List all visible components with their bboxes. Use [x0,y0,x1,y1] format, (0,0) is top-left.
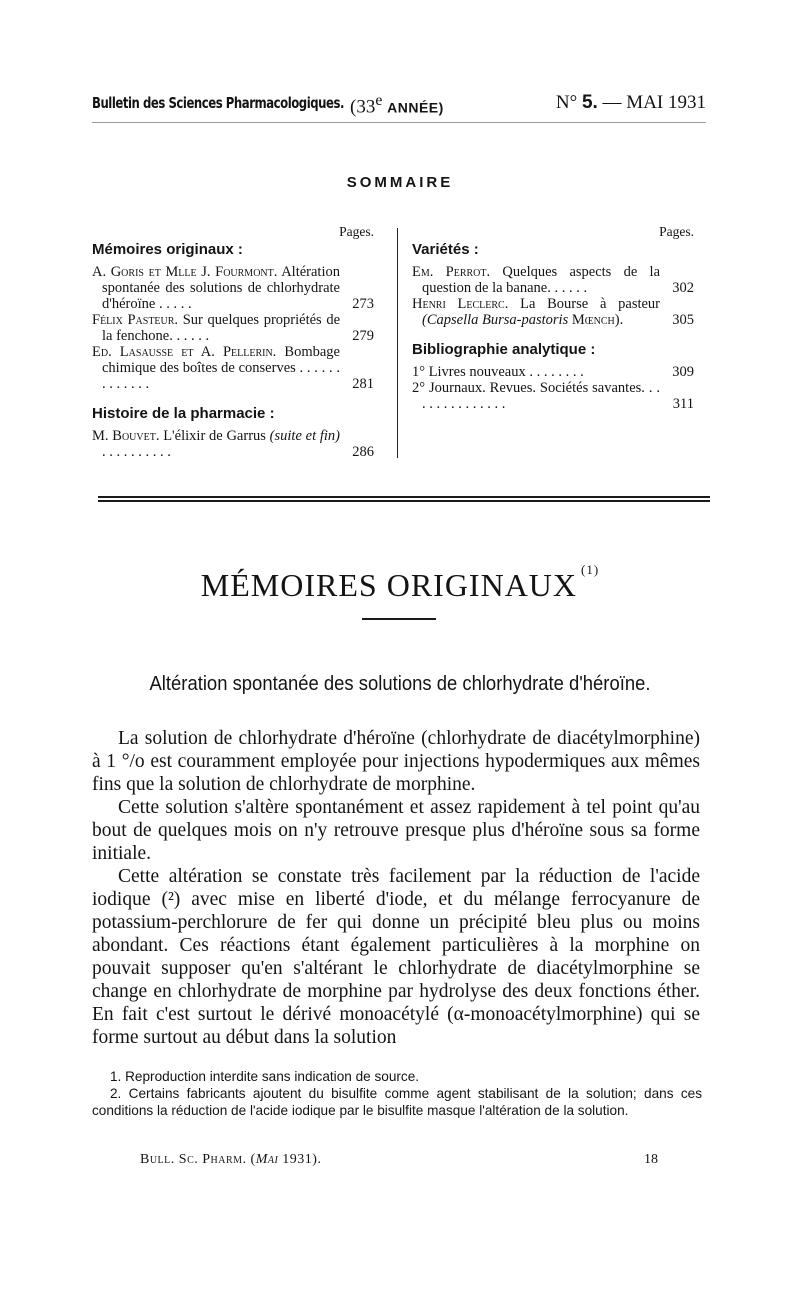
toc-page-number: 281 [352,376,374,392]
toc-right-column [412,224,694,412]
sommaire-title: SOMMAIRE [346,174,454,191]
toc-entry: A. Goris et Mlle J. Fourmont. Altération spontanée des solutions de chlorhydrate d'héroïne . . . . . 273 [92,264,374,312]
toc-section-varietes: Variétés : [412,241,479,258]
toc-page-number: 279 [352,328,374,344]
sheet-number: 18 [644,1152,658,1167]
table-of-contents [92,224,712,460]
footnote: 2. Certains fabricants ajoutent du bisulfite comme agent stabilisant de la solution; dans ces conditions la réduction de l'acide iodique par le bisulfite masque l'altération de la solution. [92,1086,702,1118]
toc-section-histoire: Histoire de la pharmacie : [92,405,275,422]
toc-page-number: 286 [352,444,374,460]
article-title: Altération spontanée des solutions de chlorhydrate d'héroïne. [149,672,651,695]
double-rule-divider [98,496,710,502]
section-title: MÉMOIRES ORIGINAUX $^{(1)}$ [200,562,600,603]
header-rule [92,122,706,123]
article-body [92,727,700,1049]
footnote-marker: (1) [581,562,600,577]
toc-left-column [92,224,374,460]
toc-page-number: 305 [672,312,694,328]
footnotes [92,1068,702,1119]
toc-entry: Ed. Lasausse et A. Pellerin. Bombage chimique des boîtes de conserves . . . . . . . . . . . . . 281 [92,344,374,392]
toc-column-divider [397,228,398,458]
toc-entry: Félix Pasteur. Sur quelques propriétés de la fenchone. . . . . . 279 [92,312,374,344]
issue-info: N° 5. — MAI 1931 [555,92,706,113]
toc-page-number: 302 [672,280,694,296]
toc-section-bibliographie: Bibliographie analytique : [412,341,596,358]
title-rule [362,618,436,620]
volume-year: (33e ANNÉE) [350,92,444,118]
toc-page-number: 273 [352,296,374,312]
pages-label: Pages. [659,224,694,239]
paragraph: Cette solution s'altère spontanément et assez rapidement à tel point qu'au bout de quelques mois on n'y retrouve presque plus d'héroïne sous sa forme initiale. [92,797,700,864]
journal-name: Bulletin des Sciences Pharmacologiques. [92,94,344,112]
running-header [92,92,708,118]
toc-page-number: 309 [672,364,694,380]
toc-section-memoires: Mémoires originaux : [92,241,243,258]
toc-entry: Em. Perrot. Quelques aspects de la question de la banane. . . . . . 302 [412,264,694,296]
toc-entry: Henri Leclerc. La Bourse à pasteur (Capsella Bursa-pastoris Mœnch). 305 [412,296,694,328]
footnote: 1. Reproduction interdite sans indication de source. [110,1069,420,1084]
paragraph: La solution de chlorhydrate d'héroïne (chlorhydrate de diacétylmorphine) à 1 °/o est couramment employée pour injections hypodermiques aux mêmes fins que la solution de chlorhydrate de morphine. [92,728,700,795]
citation: Bull. Sc. Pharm. (Mai 1931). [140,1152,322,1167]
toc-entry: 2° Journaux. Revues. Sociétés savantes. . . . . . . . . . . . . . . 311 [412,380,694,412]
toc-page-number: 311 [672,396,694,412]
toc-entry: 1° Livres nouveaux . . . . . . . . 309 [412,364,694,380]
paragraph: Cette altération se constate très facilement par la réduction de l'acide iodique (²) avec mise en liberté d'iode, et du mélange ferrocyanure de potassium-perchlorure de fer qui donne un précipité bleu plus ou moins abondant. Ces réactions étant également particulières à la morphine on pouvait supposer qu'en s'altérant le chlorhydrate de diacétylmorphine se change en chlorhydrate de morphine par hydrolyse des deux fonctions éther. En fait c'est surtout le dérivé monoacétylé (α-monoacétylmorphine) qui se forme surtout au début dans la solution [92,866,700,1048]
pages-label: Pages. [339,224,374,239]
toc-entry: M. Bouvet. L'élixir de Garrus (suite et fin) . . . . . . . . . . 286 [92,428,374,460]
